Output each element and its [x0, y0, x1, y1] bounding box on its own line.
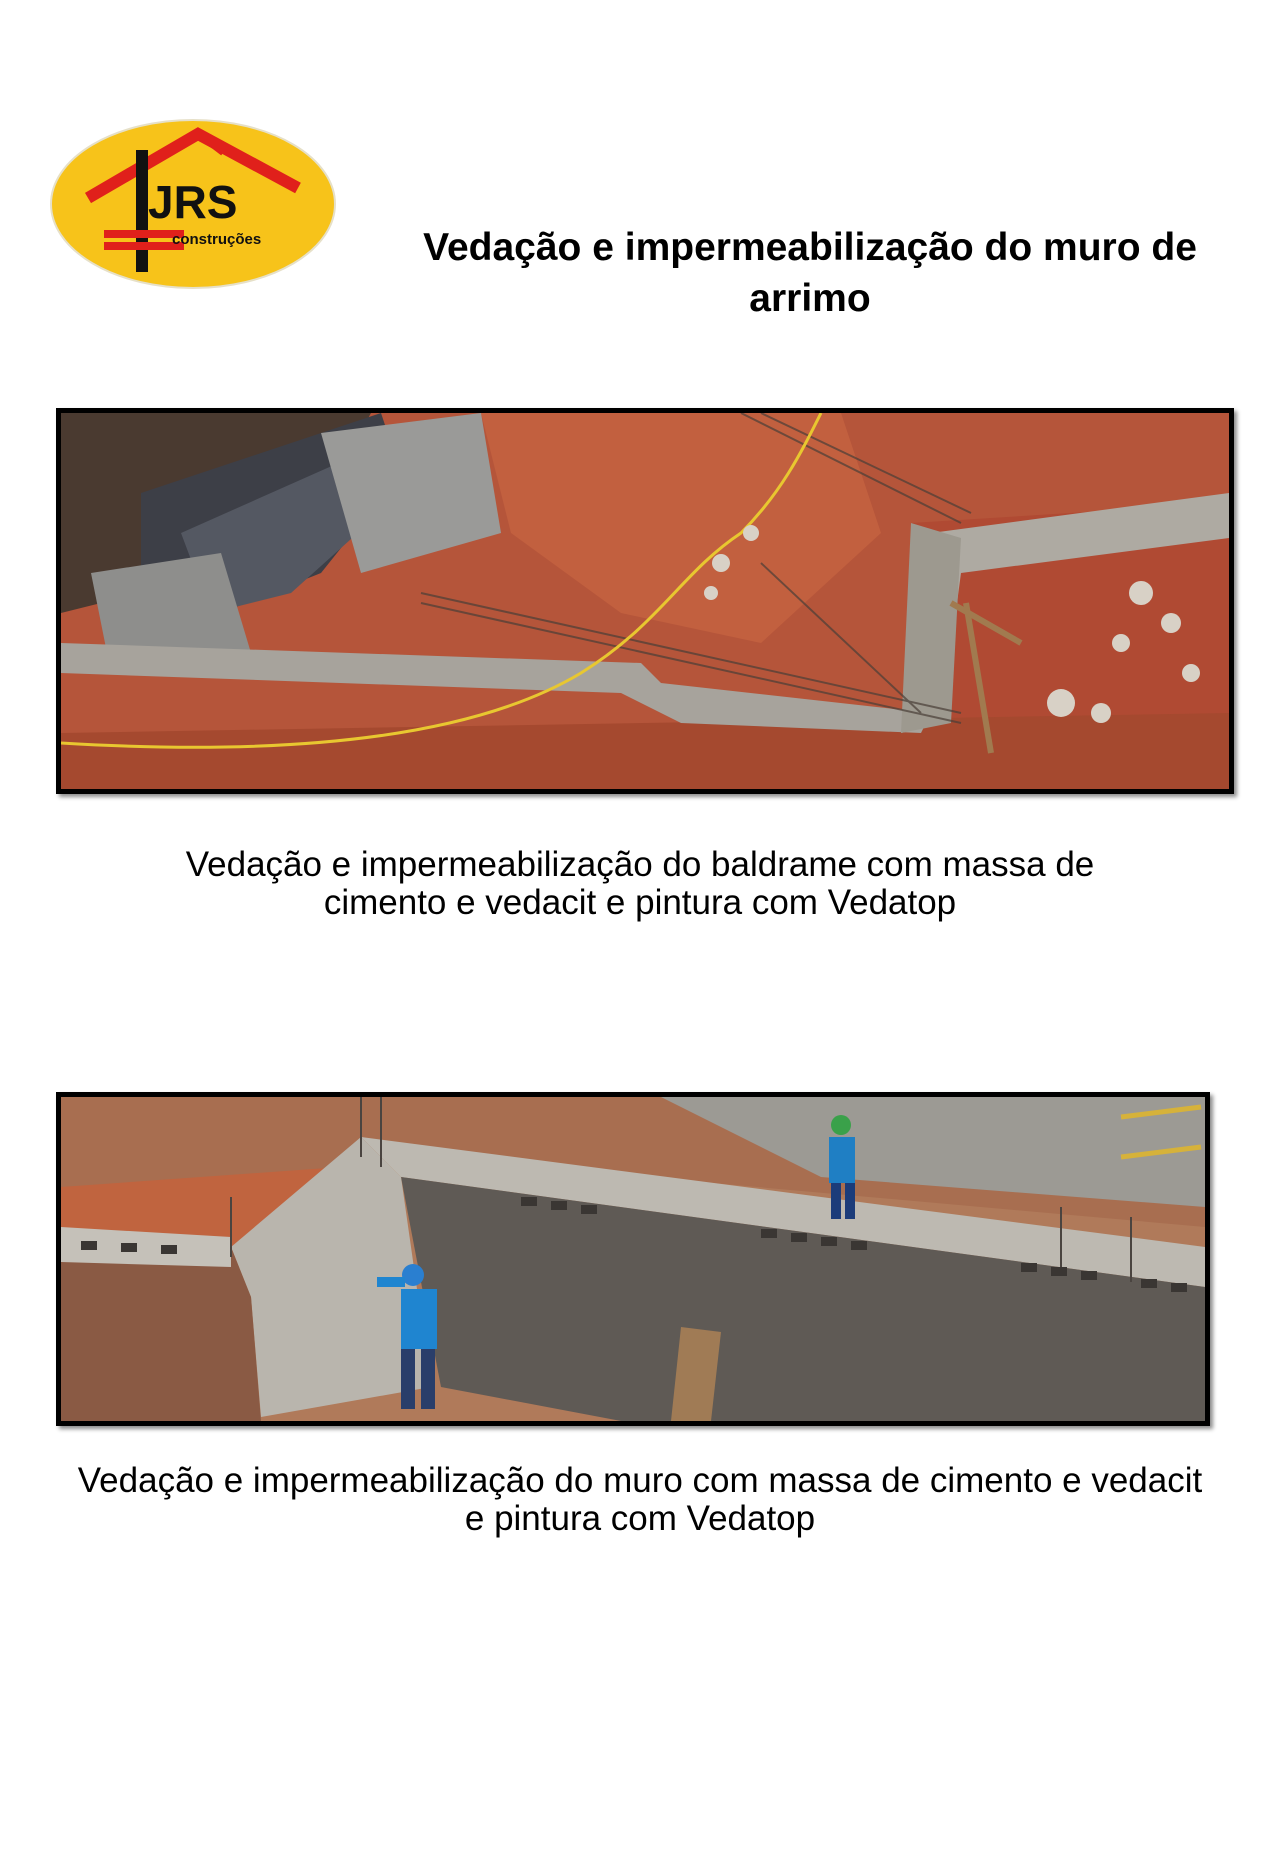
company-logo	[48, 118, 338, 290]
photo-foundation	[56, 408, 1234, 794]
photo-retaining-wall	[56, 1092, 1210, 1426]
page-title: Vedação e impermeabilização do muro de arrimo	[423, 226, 1197, 320]
retaining-wall-photo-illustration	[61, 1097, 1205, 1421]
logo-brand: JRS	[148, 176, 238, 228]
jrs-logo-icon	[48, 118, 338, 290]
foundation-photo-illustration	[61, 413, 1229, 789]
photo-caption-retaining-wall: Vedação e impermeabilização do muro com massa de cimento e vedacit e pintura com Vedatop	[77, 1461, 1203, 1538]
logo-tagline: construções	[172, 231, 262, 248]
photo-caption-foundation: Vedação e impermeabilização do baldrame com massa de cimento e vedacit e pintura com Vedatop	[185, 845, 1095, 922]
